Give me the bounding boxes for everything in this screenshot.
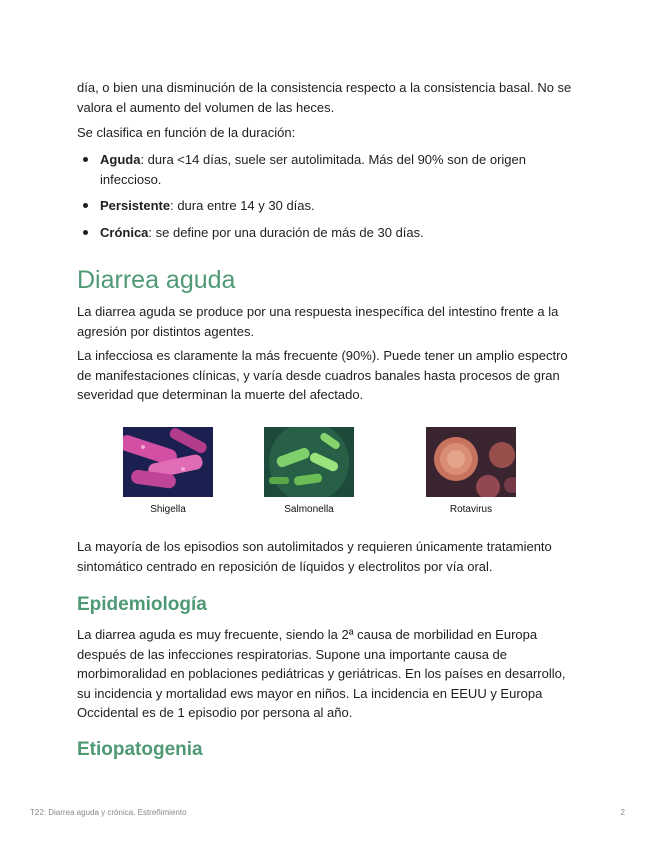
list-item-aguda [77,150,582,189]
term-text: : se define por una duración de más de 30 días. [148,224,424,240]
term-label: Crónica [100,224,149,240]
figure-caption: Salmonella [284,504,334,515]
figure-shigella [123,427,213,516]
paragraph-classification-intro: Se clasifica en función de la duración: [77,125,296,140]
paragraph-definition: día, o bien una disminución de la consistencia respecto a la consistencia basal. No se valora el aumento del volumen de las heces. [77,80,572,115]
list-item-persistente [77,196,582,216]
paragraph-infecciosa: La infecciosa es claramente la más frecuente (90%). Puede tener un amplio espectro de manifestaciones clínicas, y varía desde cuadros banales hasta procesos de gran severidad que determinan la muerte del afectado. [77,348,568,402]
paragraph-diarrea-aguda: La diarrea aguda se produce por una respuesta inespecífica del intestino frente a la agresión por distintos agentes. [77,304,559,339]
heading-epidemiologia: Epidemiología [77,594,207,615]
heading-diarrea-aguda: Diarrea aguda [77,266,236,294]
term-label: Aguda [100,152,141,167]
salmonella-image [264,427,354,497]
figure-caption: Rotavirus [449,504,493,515]
paragraph-epidemiologia: La diarrea aguda es muy frecuente, siendo la 2ª causa de morbilidad en Europa después de las infecciones respiratorias. Supone una importante causa de morbimoralidad en poblaciones pediátricas y geriátricas. En los países en desarrollo, su incidencia y mortalidad ews mayor en niños. La incidencia en EEUU y Europa Occidental es de 1 episodio por persona al año. [77,627,566,720]
classification-list [77,150,582,249]
term-text: : dura <14 días, suele ser autolimitada. Más del 90% son de origen infeccioso. [100,152,526,187]
term-label: Persistente [100,198,171,213]
list-item-cronica [77,223,582,243]
figure-rotavirus [426,427,516,516]
term-text: : dura entre 14 y 30 días. [170,198,315,213]
rotavirus-image [426,427,516,497]
figure-salmonella [264,427,354,516]
figure-caption: Shigella [150,504,186,515]
heading-etiopatogenia: Etiopatogenia [77,739,203,760]
shigella-image [123,427,213,497]
footer-title: T22: Diarrea aguda y crónica. Estreñimiento [30,808,187,817]
page-number: 2 [620,808,625,817]
paragraph-autolimitados: La mayoría de los episodios son autolimitados y requieren únicamente tratamiento sintomático centrado en reposición de líquidos y electrolitos por vía oral. [77,539,552,574]
